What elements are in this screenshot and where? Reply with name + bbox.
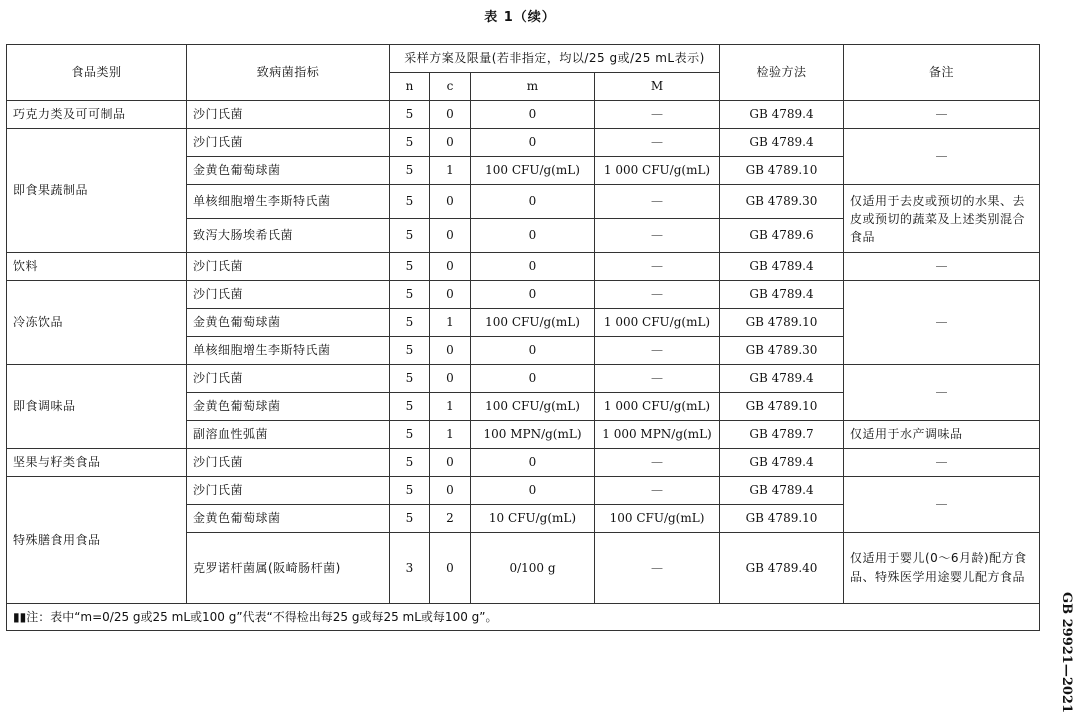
m-cell: 10 CFU/g(mL) xyxy=(471,505,595,533)
method-cell: GB 4789.10 xyxy=(720,505,844,533)
n-cell: 5 xyxy=(390,309,430,337)
remark-cell: — xyxy=(844,281,1040,365)
method-cell: GB 4789.4 xyxy=(720,129,844,157)
category-cell: 即食调味品 xyxy=(7,365,187,449)
header-food-category: 食品类别 xyxy=(7,45,187,101)
method-cell: GB 4789.4 xyxy=(720,253,844,281)
n-cell: 5 xyxy=(390,185,430,219)
m-cell: 0 xyxy=(471,219,595,253)
method-cell: GB 4789.4 xyxy=(720,281,844,309)
n-cell: 3 xyxy=(390,533,430,604)
n-cell: 5 xyxy=(390,157,430,185)
c-cell: 1 xyxy=(430,393,471,421)
table-row xyxy=(7,253,1040,281)
c-cell: 0 xyxy=(430,185,471,219)
M-cell: — xyxy=(595,219,720,253)
n-cell: 5 xyxy=(390,365,430,393)
header-remark: 备注 xyxy=(844,45,1040,101)
category-cell: 特殊膳食用食品 xyxy=(7,477,187,604)
pathogen-cell: 沙门氏菌 xyxy=(187,449,390,477)
pathogen-cell: 沙门氏菌 xyxy=(187,477,390,505)
n-cell: 5 xyxy=(390,393,430,421)
m-cell: 100 CFU/g(mL) xyxy=(471,393,595,421)
c-cell: 0 xyxy=(430,477,471,505)
c-cell: 0 xyxy=(430,253,471,281)
M-cell: — xyxy=(595,477,720,505)
c-cell: 0 xyxy=(430,337,471,365)
M-cell: 1 000 MPN/g(mL) xyxy=(595,421,720,449)
header-c: c xyxy=(430,73,471,101)
m-cell: 0 xyxy=(471,101,595,129)
M-cell: — xyxy=(595,365,720,393)
m-cell: 0 xyxy=(471,185,595,219)
remark-cell: — xyxy=(844,129,1040,185)
remark-cell: 仅适用于去皮或预切的水果、去皮或预切的蔬菜及上述类别混合食品 xyxy=(844,185,1040,253)
category-cell: 冷冻饮品 xyxy=(7,281,187,365)
M-cell: 1 000 CFU/g(mL) xyxy=(595,157,720,185)
pathogen-cell: 致泻大肠埃希氏菌 xyxy=(187,219,390,253)
category-cell: 即食果蔬制品 xyxy=(7,129,187,253)
pathogen-limits-table xyxy=(6,44,1040,631)
m-cell: 100 CFU/g(mL) xyxy=(471,157,595,185)
method-cell: GB 4789.10 xyxy=(720,157,844,185)
m-cell: 0 xyxy=(471,449,595,477)
pathogen-cell: 金黄色葡萄球菌 xyxy=(187,157,390,185)
header-n: n xyxy=(390,73,430,101)
pathogen-cell: 沙门氏菌 xyxy=(187,253,390,281)
remark-cell: — xyxy=(844,365,1040,421)
c-cell: 0 xyxy=(430,101,471,129)
table-row xyxy=(7,449,1040,477)
n-cell: 5 xyxy=(390,129,430,157)
M-cell: — xyxy=(595,253,720,281)
c-cell: 0 xyxy=(430,533,471,604)
M-cell: 1 000 CFU/g(mL) xyxy=(595,393,720,421)
c-cell: 0 xyxy=(430,219,471,253)
method-cell: GB 4789.10 xyxy=(720,309,844,337)
M-cell: — xyxy=(595,533,720,604)
M-cell: — xyxy=(595,185,720,219)
m-cell: 0 xyxy=(471,253,595,281)
m-cell: 0 xyxy=(471,365,595,393)
M-cell: — xyxy=(595,101,720,129)
remark-cell: 仅适用于婴儿(0～6月龄)配方食品、特殊医学用途婴儿配方食品 xyxy=(844,533,1040,604)
method-cell: GB 4789.7 xyxy=(720,421,844,449)
header-pathogen: 致病菌指标 xyxy=(187,45,390,101)
method-cell: GB 4789.30 xyxy=(720,337,844,365)
table-row xyxy=(7,477,1040,505)
table-row xyxy=(7,101,1040,129)
c-cell: 0 xyxy=(430,449,471,477)
c-cell: 0 xyxy=(430,365,471,393)
c-cell: 1 xyxy=(430,421,471,449)
n-cell: 5 xyxy=(390,421,430,449)
pathogen-cell: 沙门氏菌 xyxy=(187,129,390,157)
header-row-1 xyxy=(7,45,1040,73)
standard-code: GB 29921—2021 xyxy=(1059,592,1074,713)
method-cell: GB 4789.4 xyxy=(720,477,844,505)
header-M: M xyxy=(595,73,720,101)
method-cell: GB 4789.40 xyxy=(720,533,844,604)
method-cell: GB 4789.10 xyxy=(720,393,844,421)
header-m: m xyxy=(471,73,595,101)
remark-cell: — xyxy=(844,101,1040,129)
m-cell: 100 CFU/g(mL) xyxy=(471,309,595,337)
n-cell: 5 xyxy=(390,281,430,309)
method-cell: GB 4789.4 xyxy=(720,365,844,393)
pathogen-cell: 单核细胞增生李斯特氏菌 xyxy=(187,185,390,219)
c-cell: 0 xyxy=(430,281,471,309)
M-cell: — xyxy=(595,281,720,309)
m-cell: 0/100 g xyxy=(471,533,595,604)
table-row xyxy=(7,129,1040,157)
c-cell: 2 xyxy=(430,505,471,533)
m-cell: 100 MPN/g(mL) xyxy=(471,421,595,449)
remark-cell: 仅适用于水产调味品 xyxy=(844,421,1040,449)
M-cell: 100 CFU/g(mL) xyxy=(595,505,720,533)
remark-cell: — xyxy=(844,253,1040,281)
m-cell: 0 xyxy=(471,281,595,309)
M-cell: — xyxy=(595,449,720,477)
method-cell: GB 4789.4 xyxy=(720,449,844,477)
table-footnote-row xyxy=(7,604,1040,631)
pathogen-cell: 金黄色葡萄球菌 xyxy=(187,309,390,337)
table-title: 表 1（续） xyxy=(484,10,556,25)
n-cell: 5 xyxy=(390,101,430,129)
method-cell: GB 4789.6 xyxy=(720,219,844,253)
header-sampling: 采样方案及限量(若非指定，均以/25 g或/25 mL表示) xyxy=(390,45,720,73)
n-cell: 5 xyxy=(390,505,430,533)
n-cell: 5 xyxy=(390,219,430,253)
pathogen-cell: 金黄色葡萄球菌 xyxy=(187,505,390,533)
table-row xyxy=(7,365,1040,393)
header-method: 检验方法 xyxy=(720,45,844,101)
c-cell: 0 xyxy=(430,129,471,157)
pathogen-cell: 沙门氏菌 xyxy=(187,101,390,129)
method-cell: GB 4789.4 xyxy=(720,101,844,129)
pathogen-cell: 克罗诺杆菌属(阪崎肠杆菌) xyxy=(187,533,390,604)
M-cell: 1 000 CFU/g(mL) xyxy=(595,309,720,337)
category-cell: 饮料 xyxy=(7,253,187,281)
m-cell: 0 xyxy=(471,337,595,365)
pathogen-cell: 沙门氏菌 xyxy=(187,365,390,393)
category-cell: 坚果与籽类食品 xyxy=(7,449,187,477)
m-cell: 0 xyxy=(471,129,595,157)
table-row xyxy=(7,281,1040,309)
table-footnote: ▮▮注：表中“m=0/25 g或25 mL或100 g”代表“不得检出每25 g或每25 mL或每100 g”。 xyxy=(7,604,1040,631)
remark-cell: — xyxy=(844,449,1040,477)
pathogen-cell: 金黄色葡萄球菌 xyxy=(187,393,390,421)
category-cell: 巧克力类及可可制品 xyxy=(7,101,187,129)
M-cell: — xyxy=(595,129,720,157)
method-cell: GB 4789.30 xyxy=(720,185,844,219)
n-cell: 5 xyxy=(390,477,430,505)
n-cell: 5 xyxy=(390,449,430,477)
c-cell: 1 xyxy=(430,309,471,337)
pathogen-cell: 副溶血性弧菌 xyxy=(187,421,390,449)
n-cell: 5 xyxy=(390,337,430,365)
m-cell: 0 xyxy=(471,477,595,505)
n-cell: 5 xyxy=(390,253,430,281)
pathogen-cell: 沙门氏菌 xyxy=(187,281,390,309)
remark-cell: — xyxy=(844,477,1040,533)
pathogen-cell: 单核细胞增生李斯特氏菌 xyxy=(187,337,390,365)
c-cell: 1 xyxy=(430,157,471,185)
M-cell: — xyxy=(595,337,720,365)
